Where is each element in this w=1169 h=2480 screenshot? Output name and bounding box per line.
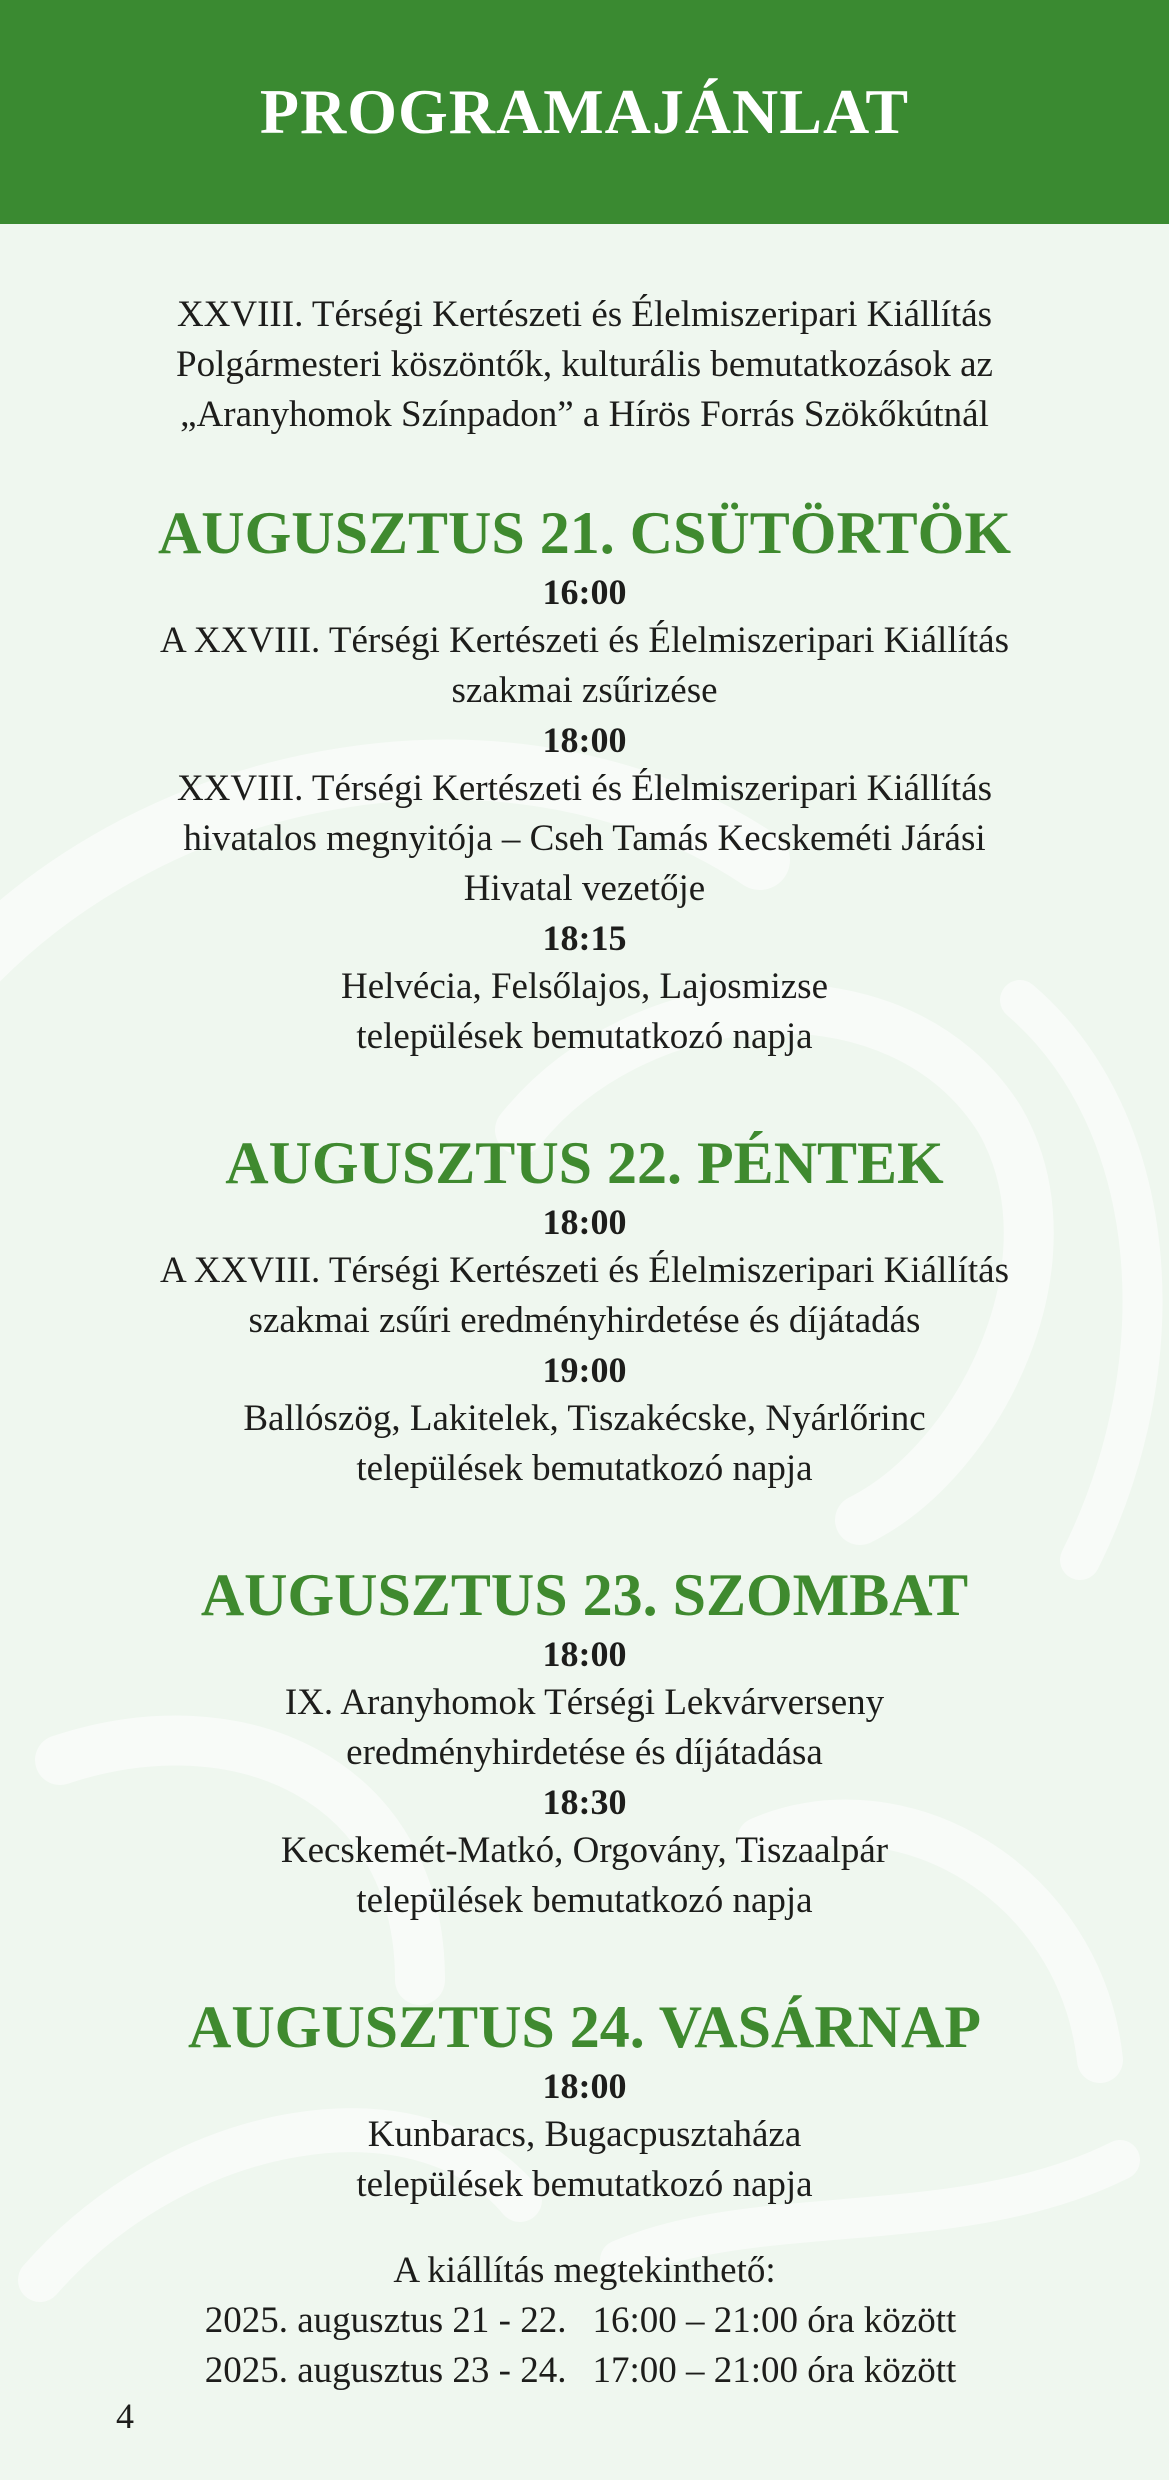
intro-text [0,290,1169,440]
opening-time: 16:00 – 21:00 óra között [592,2300,957,2341]
event-line: Helvécia, Felsőlajos, Lajosmizse [340,966,829,1007]
event-time: 18:00 [542,1634,627,1674]
opening-hours [0,2246,1169,2396]
event-line: A XXVIII. Térségi Kertészeti és Élelmiszeripari Kiállítás [160,1250,1009,1291]
day-title: AUGUSZTUS 24. VASÁRNAP [188,1994,981,2060]
event-time: 19:00 [542,1350,627,1390]
event-time: 18:00 [542,2066,627,2106]
opening-date: 2025. augusztus 21 - 22. [204,2300,567,2341]
event-line: Hivatal vezetője [463,868,706,909]
page-title: PROGRAMAJÁNLAT [259,76,910,147]
event-line: települések bemutatkozó napja [356,1880,813,1921]
intro-line: XXVIII. Térségi Kertészeti és Élelmiszeripari Kiállítás [176,294,993,335]
intro-line: „Aranyhomok Színpadon” a Hírös Forrás Szökőkútnál [180,394,989,435]
event-line: hivatalos megnyitója – Cseh Tamás Kecskeméti Járási [183,818,986,859]
program-content [0,290,1169,2396]
day-section [0,1992,1169,2210]
event-time: 18:00 [542,1202,627,1242]
event-time: 18:15 [542,918,627,958]
event-time: 16:00 [542,572,627,612]
event-line: Kecskemét-Matkó, Orgovány, Tiszaalpár [280,1830,889,1871]
event-line: települések bemutatkozó napja [356,2164,813,2205]
opening-date: 2025. augusztus 23 - 24. [204,2350,567,2391]
intro-line: Polgármesteri köszöntők, kulturális bemutatkozások az [176,344,993,385]
day-title: AUGUSZTUS 23. SZOMBAT [200,1562,969,1628]
event-line: Ballószög, Lakitelek, Tiszakécske, Nyárlőrinc [243,1398,926,1439]
opening-hours-heading: A kiállítás megtekinthető: [393,2250,776,2291]
opening-time: 17:00 – 21:00 óra között [592,2350,957,2391]
event-line: szakmai zsűrizése [451,670,718,711]
page-number: 4 [116,2396,134,2436]
day-section [0,1560,1169,1926]
event-time: 18:30 [542,1782,627,1822]
day-section [0,1128,1169,1494]
event-line: települések bemutatkozó napja [356,1448,813,1489]
event-line: XXVIII. Térségi Kertészeti és Élelmiszeripari Kiállítás [176,768,993,809]
event-line: eredményhirdetése és díjátadása [346,1732,823,1773]
day-title: AUGUSZTUS 22. PÉNTEK [225,1130,944,1196]
day-title: AUGUSZTUS 21. CSÜTÖRTÖK [157,500,1012,566]
event-line: települések bemutatkozó napja [356,1016,813,1057]
opening-hours-row [0,2296,1169,2346]
day-section [0,498,1169,1062]
event-line: IX. Aranyhomok Térségi Lekvárverseny [284,1682,885,1723]
event-time: 18:00 [542,720,627,760]
header-banner [0,0,1169,224]
opening-hours-row [0,2346,1169,2396]
event-line: szakmai zsűri eredményhirdetése és díjátadás [248,1300,921,1341]
event-line: Kunbaracs, Bugacpusztaháza [367,2114,802,2155]
event-line: A XXVIII. Térségi Kertészeti és Élelmiszeripari Kiállítás [160,620,1009,661]
